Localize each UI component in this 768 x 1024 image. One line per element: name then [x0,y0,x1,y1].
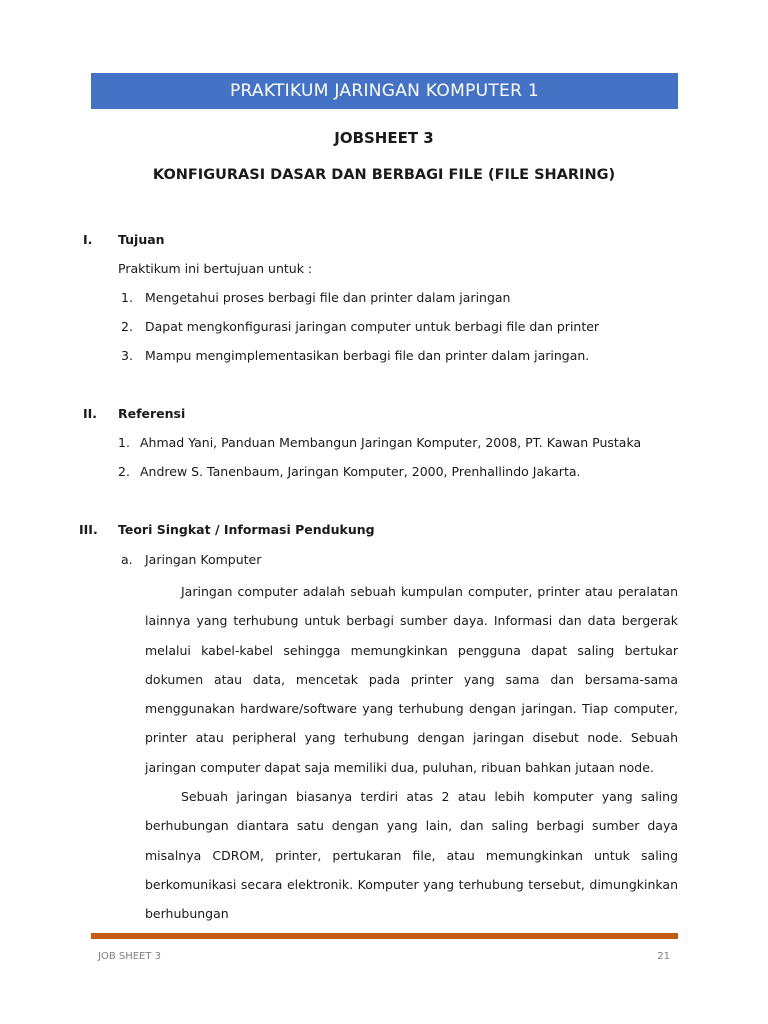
list-item-number: 1. [118,435,130,450]
subsection-letter: a. [121,552,133,567]
reference-item: Ahmad Yani, Panduan Membangun Jaringan Komputer, 2008, PT. Kawan Pustaka [140,435,642,450]
reference-item: Andrew S. Tanenbaum, Jaringan Komputer, 2000, Prenhallindo Jakarta. [140,464,581,479]
section-number-2: II. [83,406,98,421]
page-number: 21 [657,951,670,962]
tujuan-intro: Praktikum ini bertujuan untuk : [118,261,313,276]
list-item-number: 3. [121,348,133,363]
list-item: Mampu mengimplementasikan berbagi file dan printer dalam jaringan. [145,348,590,363]
footer-rule [91,933,678,939]
section-number-3: III. [79,522,98,537]
list-item-number: 1. [121,290,133,305]
document-title: KONFIGURASI DASAR DAN BERBAGI FILE (FILE SHARING) [152,167,616,183]
title-banner [91,73,678,109]
footer-label: JOB SHEET 3 [98,951,162,962]
paragraph: Sebuah jaringan biasanya terdiri atas 2 atau lebih komputer yang saling berhubungan diantara satu dengan yang lain, dan saling berbagi sumber daya misalnya CDROM, printer, pertukaran file, atau memungkinkan untuk saling berkomunikasi secara elektronik. Komputer yang terhubung tersebut, dimungkinkan berhubungan [145,789,678,922]
section-number-1: I. [83,232,93,247]
section-title-referensi: Referensi [118,406,186,421]
section-title-tujuan: Tujuan [118,232,165,247]
body-text [145,577,678,929]
paragraph: Jaringan computer adalah sebuah kumpulan computer, printer atau peralatan lainnya yang terhubung untuk berbagi sumber daya. Informasi dan data bergerak melalui kabel-kabel sehingga memungkinkan pengguna dapat saling bertukar dokumen atau data, mencetak pada printer yang sama dan bersama-sama menggunakan hardware/software yang terhubung dengan jaringan. Tiap computer, printer atau peripheral yang terhubung dengan jaringan disebut node. Sebuah jaringan computer dapat saja memiliki dua, puluhan, ribuan bahkan jutaan node. [145,584,678,775]
jobsheet-heading: JOBSHEET 3 [334,129,434,147]
section-title-teori: Teori Singkat / Informasi Pendukung [118,522,375,537]
list-item-number: 2. [118,464,130,479]
subsection-title: Jaringan Komputer [145,552,262,567]
list-item: Mengetahui proses berbagi file dan printer dalam jaringan [145,290,511,305]
list-item: Dapat mengkonfigurasi jaringan computer untuk berbagi file dan printer [145,319,600,334]
list-item-number: 2. [121,319,133,334]
banner-title: PRAKTIKUM JARINGAN KOMPUTER 1 [229,81,540,101]
